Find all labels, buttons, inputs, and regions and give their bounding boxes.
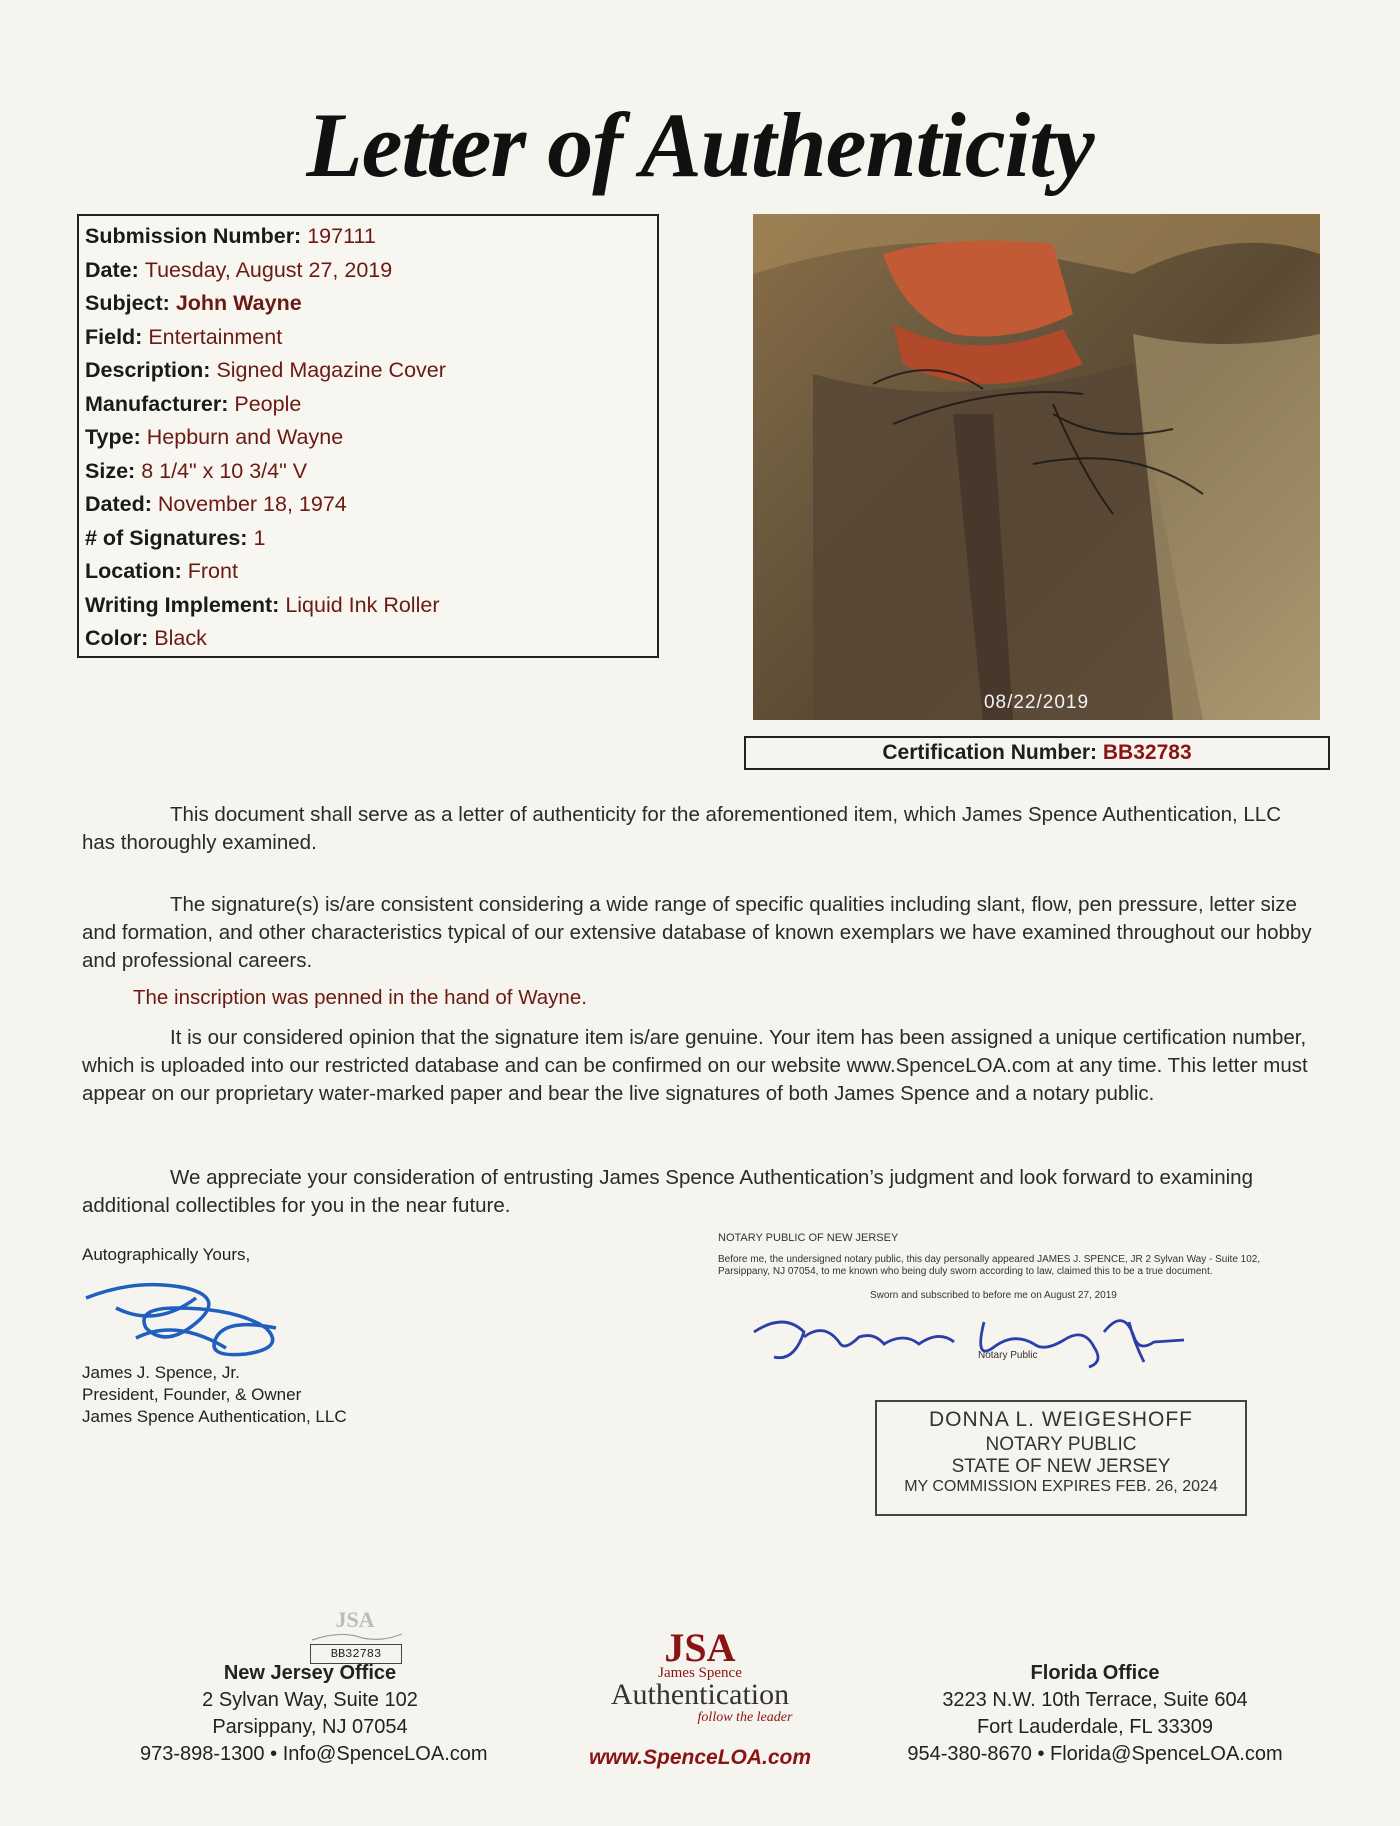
detail-label: Size: <box>85 458 136 483</box>
office-new-jersey <box>140 1660 488 1768</box>
paragraph-1 <box>82 801 1312 857</box>
detail-label: Location: <box>85 559 182 583</box>
fl-email: Florida@SpenceLOA.com <box>1050 1743 1283 1765</box>
detail-value: 197111 <box>307 224 376 248</box>
detail-value: Black <box>154 626 207 650</box>
paragraph-2-text: The signature(s) is/are consistent considering a wide range of specific qualities including slant, flow, pen pressure, letter size and formation, and other characteristics typical of our extensive database of known exemplars we have examined throughout our hobby and professional careers. <box>82 893 1312 972</box>
stamp-line3: MY COMMISSION EXPIRES FEB. 26, 2024 <box>904 1478 1218 1495</box>
detail-value: Entertainment <box>148 324 283 349</box>
detail-row <box>85 522 657 556</box>
detail-row <box>85 589 657 623</box>
detail-row <box>85 421 657 455</box>
signoff-closing: Autographically Yours, <box>82 1245 251 1264</box>
detail-row <box>85 455 657 489</box>
fl-address1: 3223 N.W. 10th Terrace, Suite 604 <box>942 1689 1248 1711</box>
footer-logo-subtitle: James Spence <box>658 1665 742 1681</box>
detail-value: John Wayne <box>175 291 302 315</box>
detail-value: Signed Magazine Cover <box>216 358 446 382</box>
detail-row <box>85 388 657 422</box>
detail-value: Liquid Ink Roller <box>285 592 440 617</box>
paragraph-2 <box>82 891 1312 975</box>
detail-label: Description: <box>85 358 211 382</box>
detail-value: November 18, 1974 <box>157 492 347 516</box>
notary-sworn: Sworn and subscribed to before me on August 27, 2019 <box>870 1290 1117 1301</box>
detail-value: Hepburn and Wayne <box>146 425 344 449</box>
seal-signature <box>302 1630 408 1644</box>
detail-label: Field: <box>85 324 143 349</box>
photo-date-stamp: 08/22/2019 <box>983 692 1090 713</box>
detail-label: Subject: <box>85 291 170 315</box>
detail-label: Submission Number: <box>85 224 302 248</box>
signoff-company: James Spence Authentication, LLC <box>82 1407 347 1426</box>
certification-label: Certification Number: <box>882 741 1098 764</box>
detail-value: 8 1/4" x 10 3/4" V <box>141 458 308 483</box>
fl-contact: 954-380-8670 • Florida@SpenceLOA.com <box>907 1743 1283 1765</box>
detail-label: Date: <box>85 257 139 282</box>
office-florida <box>900 1660 1290 1768</box>
fl-address2: Fort Lauderdale, FL 33309 <box>976 1716 1214 1738</box>
detail-label: # of Signatures: <box>85 525 248 550</box>
detail-row <box>85 555 657 589</box>
certification-box <box>744 736 1330 770</box>
footer-logo-brand: JSA <box>664 1625 736 1670</box>
notary-body: Before me, the undersigned notary public, this day personally appeared JAMES J. SPENCE, JR 2 Sylvan Way - Suite 102, Parsippany, NJ 07054, to me known who being duly sworn according to law, claimed this to be a true document. <box>718 1254 1261 1277</box>
detail-label: Type: <box>85 425 141 449</box>
notary-stamp <box>875 1400 1247 1516</box>
details-box <box>77 214 659 658</box>
nj-office-name: New Jersey Office <box>223 1662 397 1684</box>
detail-value: 1 <box>253 525 266 550</box>
fl-phone: 954-380-8670 <box>907 1743 1032 1765</box>
nj-address2: Parsippany, NJ 07054 <box>212 1716 408 1738</box>
nj-phone: 973-898-1300 <box>140 1743 265 1765</box>
detail-row <box>85 254 657 288</box>
detail-label: Dated: <box>85 492 152 516</box>
photo-image <box>753 214 1320 720</box>
paragraph-1-text: This document shall serve as a letter of authenticity for the aforementioned item, which James Spence Authentication, LLC has thoroughly examined. <box>82 803 1282 854</box>
detail-value: Front <box>187 559 238 583</box>
detail-value: People <box>234 391 302 416</box>
notary-block <box>718 1232 1298 1362</box>
footer-url[interactable]: www.SpenceLOA.com <box>588 1746 812 1769</box>
detail-row <box>85 622 657 656</box>
stamp-line1: NOTARY PUBLIC <box>985 1434 1137 1455</box>
stamp-line2: STATE OF NEW JERSEY <box>951 1456 1171 1477</box>
detail-row <box>85 488 657 522</box>
nj-email: Info@SpenceLOA.com <box>282 1743 488 1765</box>
signoff-name: James J. Spence, Jr. <box>82 1363 240 1382</box>
item-photo <box>753 214 1320 720</box>
spence-signature <box>76 1268 296 1362</box>
detail-label: Manufacturer: <box>85 391 229 416</box>
nj-address1: 2 Sylvan Way, Suite 102 <box>202 1689 418 1711</box>
signoff-role: President, Founder, & Owner <box>82 1385 302 1404</box>
footer-logo-word: Authentication <box>610 1678 790 1711</box>
seal-brand: JSA <box>335 1607 375 1632</box>
footer-logo-tagline: follow the leader <box>697 1710 793 1725</box>
detail-value: Tuesday, August 27, 2019 <box>144 257 393 282</box>
paragraph-4-text: We appreciate your consideration of entrusting James Spence Authentication’s judgment and look forward to examining additional collectibles for you in the near future. <box>82 1166 1253 1217</box>
inscription-note: The inscription was penned in the hand of Wayne. <box>133 986 587 1009</box>
seal-number: BB32783 <box>310 1644 402 1664</box>
paragraph-3-text: It is our considered opinion that the signature item is/are genuine. Your item has been assigned a unique certification number, which is uploaded into our restricted database and can be confirmed on our website www.SpenceLOA.com at any time. This letter must appear on our proprietary water-marked paper and bear the live signatures of both James Spence and a notary public. <box>82 1026 1308 1105</box>
detail-label: Writing Implement: <box>85 592 280 617</box>
notary-heading: NOTARY PUBLIC OF NEW JERSEY <box>718 1232 899 1244</box>
stamp-name: DONNA L. WEIGESHOFF <box>928 1408 1194 1431</box>
paragraph-4 <box>82 1164 1312 1220</box>
fl-office-name: Florida Office <box>1030 1662 1160 1684</box>
page-title: Letter of Authenticity <box>306 94 1094 196</box>
notary-caption: Notary Public <box>978 1350 1038 1361</box>
certification-number: BB32783 <box>1102 741 1192 764</box>
detail-row <box>85 287 657 321</box>
detail-row <box>85 220 657 254</box>
detail-row <box>85 321 657 355</box>
nj-contact: 973-898-1300 • Info@SpenceLOA.com <box>140 1743 488 1765</box>
paragraph-3 <box>82 1024 1312 1108</box>
detail-row <box>85 354 657 388</box>
signoff-block <box>82 1244 347 1428</box>
detail-label: Color: <box>85 626 149 650</box>
